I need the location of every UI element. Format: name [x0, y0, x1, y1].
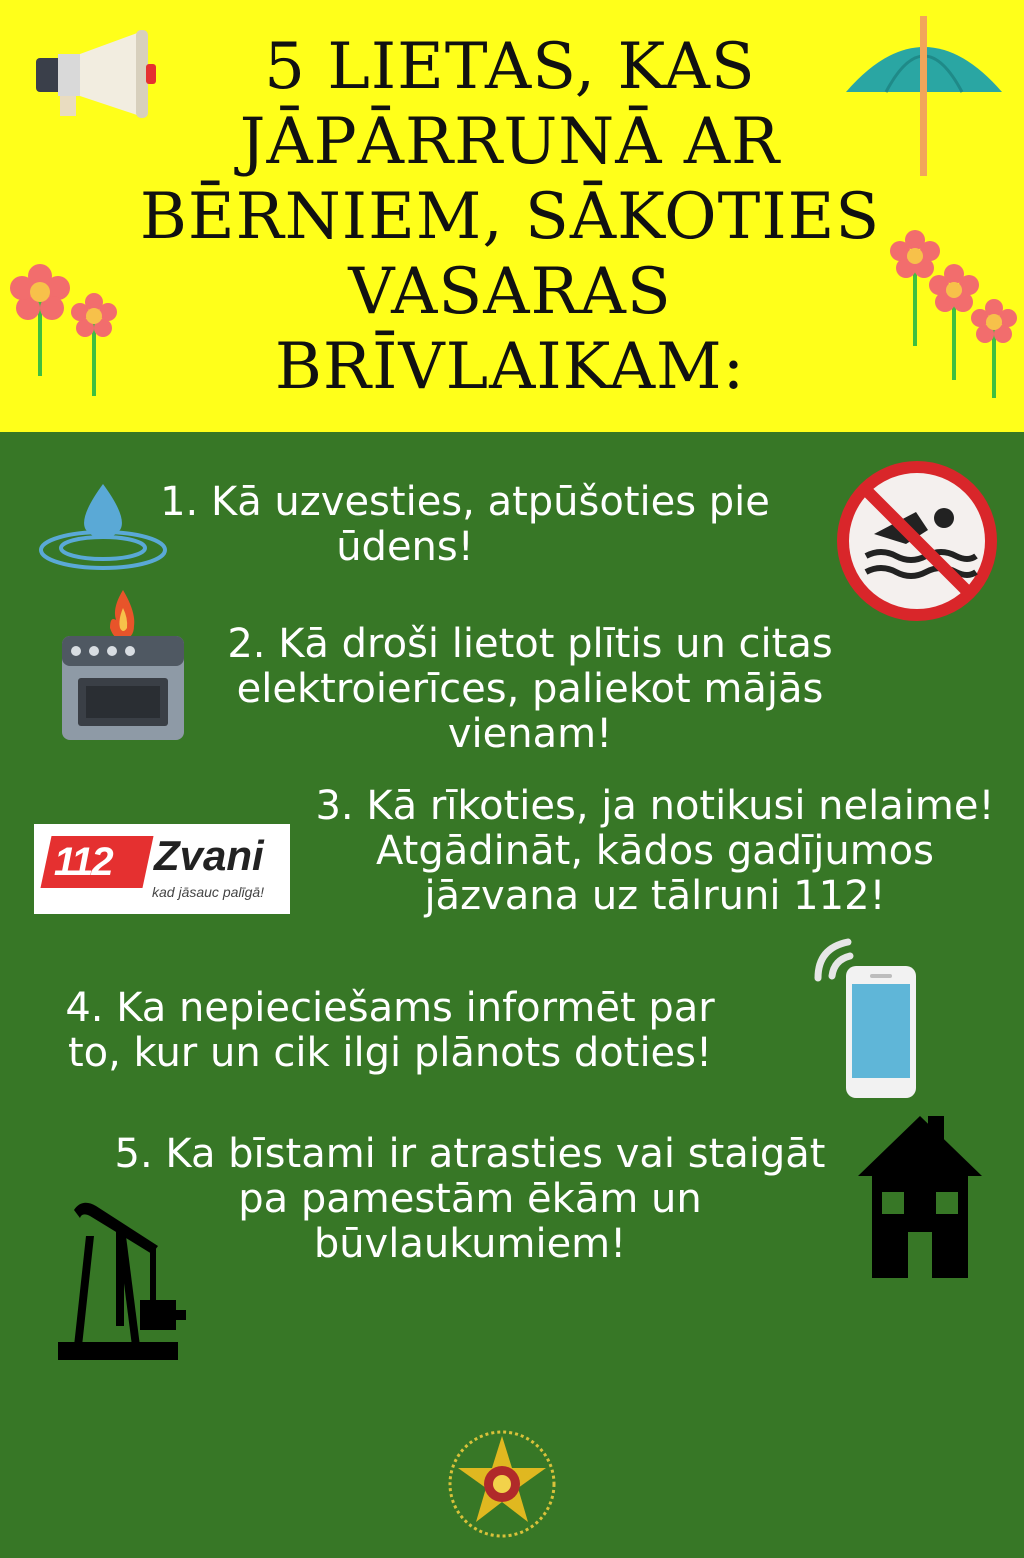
item-line: elektroierīces, paliekot mājās: [236, 666, 824, 712]
list-item-3: [290, 784, 1020, 919]
item-line: Atgādināt, kādos gadījumos: [376, 828, 934, 874]
logo-112-number: 112: [53, 840, 112, 884]
item-line: ūdens!: [336, 524, 474, 570]
list-item-5: [100, 1132, 840, 1267]
phone-icon: [808, 934, 920, 1100]
stove-icon: [60, 588, 186, 742]
emergency-112-logo: [34, 824, 290, 914]
oil-pump-icon: [56, 1196, 188, 1362]
title-line: JĀPĀRRUNĀ AR: [239, 105, 781, 179]
item-line: 3. Kā rīkoties, ja notikusi nelaime!: [315, 783, 995, 829]
item-line: 5. Ka bīstami ir atrasties vai staigāt: [114, 1131, 826, 1177]
title-line: BĒRNIEM, SĀKOTIES: [139, 180, 881, 254]
fire-rescue-emblem: [442, 1428, 562, 1540]
item-line: to, kur un cik ilgi plānots doties!: [67, 1030, 713, 1076]
item-line: 4. Ka nepieciešams informēt par: [65, 985, 715, 1031]
list-item-2: [200, 622, 860, 757]
flower-icon: [968, 296, 1022, 400]
item-line: 2. Kā droši lietot plītis un citas: [227, 621, 833, 667]
logo-tagline: kad jāsauc palīgā!: [152, 884, 265, 900]
no-swimming-icon: [836, 460, 998, 622]
item-line: 1. Kā uzvesties, atpūšoties pie: [160, 479, 770, 525]
item-line: pa pamestām ēkām un: [238, 1176, 702, 1222]
item-line: jāzvana uz tālruni 112!: [424, 873, 886, 919]
title-line: 5 LIETAS, KAS: [264, 30, 756, 104]
house-icon: [856, 1114, 984, 1280]
title-line: BRĪVLAIKAM:: [274, 330, 746, 404]
list-item-1: [130, 480, 800, 570]
flower-icon: [6, 258, 76, 378]
header-section: [0, 0, 1024, 432]
page-title: [110, 30, 910, 405]
logo-zvani-word: Zvani: [154, 832, 264, 879]
logo-112-block: [40, 836, 153, 888]
item-line: vienam!: [447, 711, 613, 757]
item-line: būvlaukumiem!: [313, 1221, 627, 1267]
title-line: VASARAS: [348, 255, 672, 329]
list-item-4: [20, 986, 760, 1076]
